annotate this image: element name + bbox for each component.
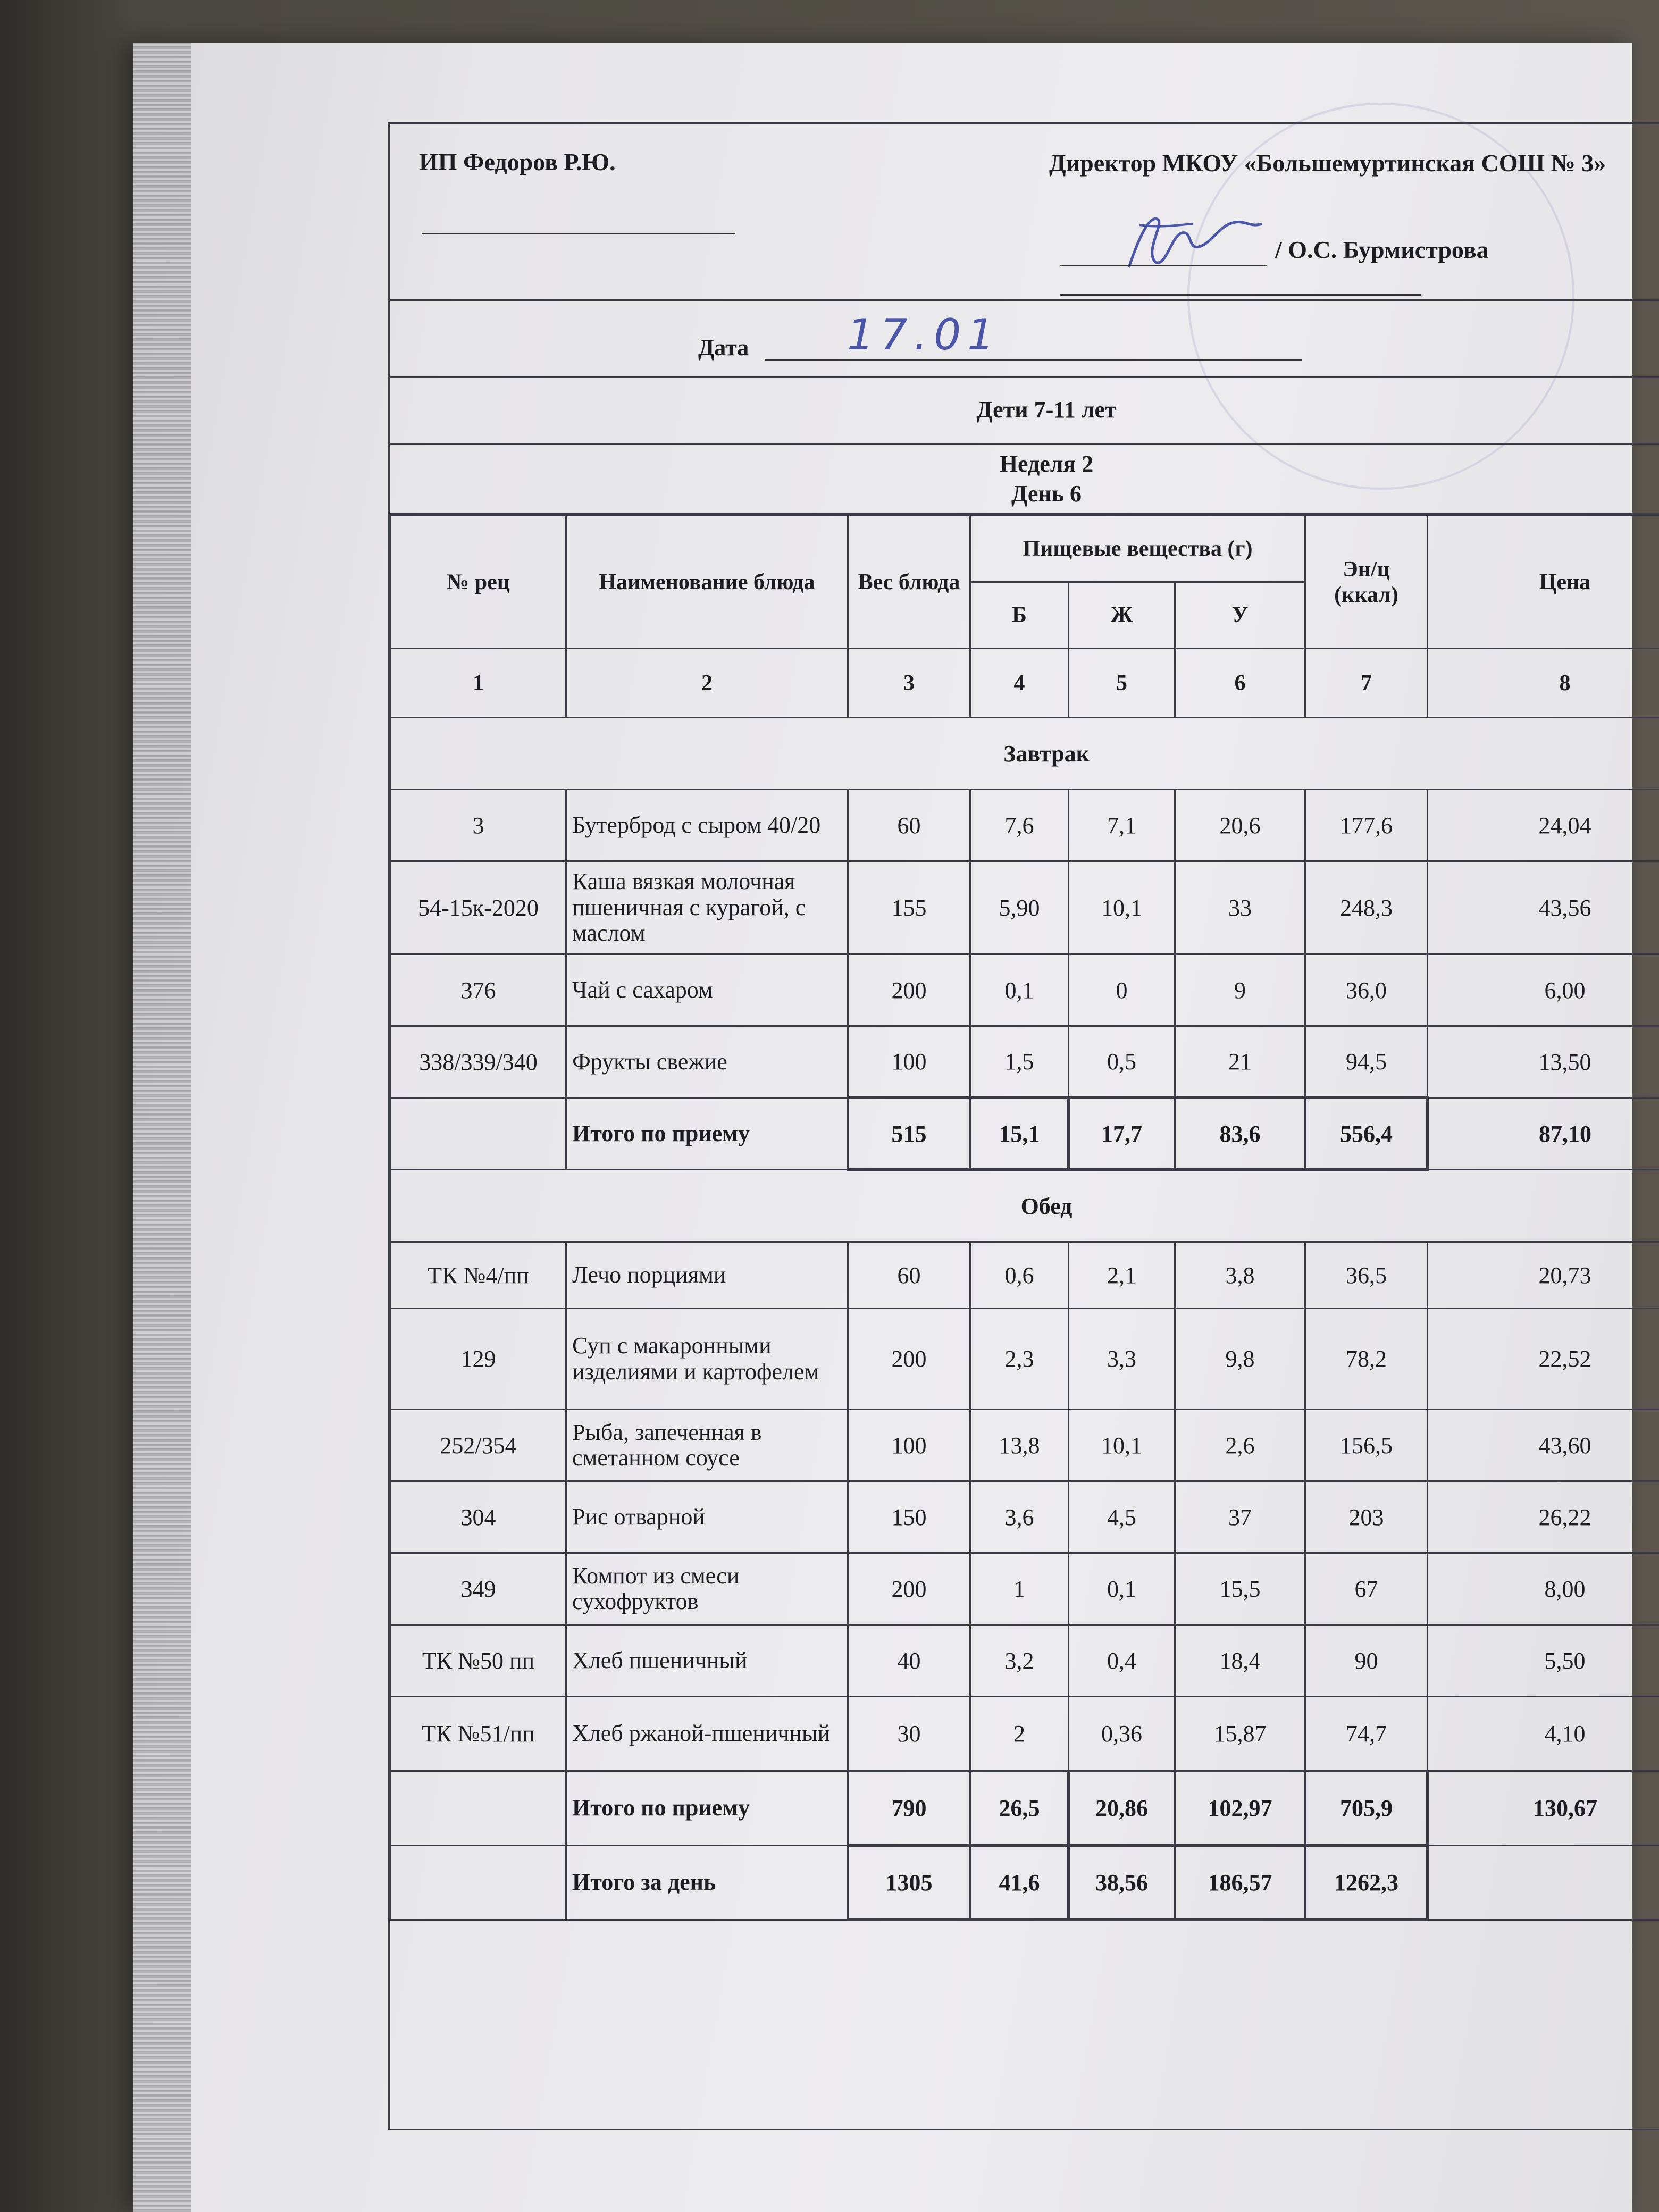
weight-cell: 200 (848, 954, 970, 1026)
carb-cell: 15,87 (1175, 1697, 1305, 1771)
approver-title: Директор МКОУ «Большемуртинская СОШ № 3» (1049, 149, 1606, 177)
price-cell: 26,22 (1428, 1481, 1659, 1553)
weight-cell: 100 (848, 1026, 970, 1098)
rec-cell: ТК №4/пп (391, 1242, 566, 1309)
protein-cell: 3,6 (970, 1481, 1069, 1553)
carb-total: 186,57 (1175, 1846, 1305, 1920)
price-cell: 6,00 (1428, 954, 1659, 1026)
protein-cell: 1,5 (970, 1026, 1069, 1098)
dish-name: Хлеб ржаной-пшеничный (566, 1697, 848, 1771)
price-cell: 22,52 (1428, 1309, 1659, 1410)
col-rec: № рец (391, 516, 566, 649)
lunch-section (391, 1170, 1659, 1242)
rec-cell: 54-15к-2020 (391, 861, 566, 954)
energy-cell: 90 (1305, 1625, 1428, 1697)
weight-cell: 40 (848, 1625, 970, 1697)
energy-cell: 156,5 (1305, 1410, 1428, 1481)
menu-document (388, 122, 1659, 2130)
carb-total: 83,6 (1175, 1098, 1305, 1170)
col-zh: Ж (1069, 582, 1175, 649)
approver-underline (1060, 294, 1421, 296)
energy-total: 556,4 (1305, 1098, 1428, 1170)
column-numbers-row (391, 649, 1659, 718)
protein-cell: 0,6 (970, 1242, 1069, 1309)
rec-cell: 129 (391, 1309, 566, 1410)
price-cell: 43,56 (1428, 861, 1659, 954)
weight-cell: 200 (848, 1553, 970, 1625)
col-number: 2 (566, 649, 848, 718)
day-total-label: Итого за день (566, 1846, 848, 1920)
fat-total: 38,56 (1069, 1846, 1175, 1920)
day-total-row (391, 1846, 1659, 1920)
rec-cell: 252/354 (391, 1410, 566, 1481)
col-nutrients: Пищевые вещества (г) (970, 516, 1305, 582)
empty-cell (391, 1771, 566, 1846)
protein-total: 15,1 (970, 1098, 1069, 1170)
energy-cell: 248,3 (1305, 861, 1428, 954)
col-number: 5 (1069, 649, 1175, 718)
energy-total: 705,9 (1305, 1771, 1428, 1846)
rec-cell: 304 (391, 1481, 566, 1553)
table-row (391, 1625, 1659, 1697)
table-row (391, 1553, 1659, 1625)
weight-total: 1305 (848, 1846, 970, 1920)
dish-name: Компот из смеси сухофруктов (566, 1553, 848, 1625)
table-row (391, 1481, 1659, 1553)
rec-cell: 376 (391, 954, 566, 1026)
paper-edge-shadow (133, 43, 191, 2212)
price-cell: 43,60 (1428, 1410, 1659, 1481)
carb-cell: 20,6 (1175, 790, 1305, 861)
dish-name: Каша вязкая молочная пшеничная с курагой, с маслом (566, 861, 848, 954)
protein-cell: 5,90 (970, 861, 1069, 954)
total-label: Итого по приему (566, 1098, 848, 1170)
col-number: 4 (970, 649, 1069, 718)
dish-name: Бутерброд с сыром 40/20 (566, 790, 848, 861)
carb-cell: 9,8 (1175, 1309, 1305, 1410)
breakfast-section (391, 718, 1659, 790)
table-row (391, 1697, 1659, 1771)
date-line (765, 359, 1302, 361)
carb-cell: 21 (1175, 1026, 1305, 1098)
energy-total: 1262,3 (1305, 1846, 1428, 1920)
price-total: 87,10 (1428, 1098, 1659, 1170)
dish-name: Фрукты свежие (566, 1026, 848, 1098)
dish-name: Рыба, запеченная в сметанном соусе (566, 1410, 848, 1481)
week-label: Неделя 2 (999, 451, 1094, 477)
col-u: У (1175, 582, 1305, 649)
energy-cell: 203 (1305, 1481, 1428, 1553)
date-value: 17.01 (847, 310, 1001, 359)
day-label: День 6 (1011, 481, 1082, 507)
breakfast-title: Завтрак (391, 718, 1659, 790)
table-row (391, 954, 1659, 1026)
carb-cell: 2,6 (1175, 1410, 1305, 1481)
col-b: Б (970, 582, 1069, 649)
price-cell: 13,50 (1428, 1026, 1659, 1098)
handwritten-signature (1108, 204, 1267, 278)
breakfast-total-row (391, 1098, 1659, 1170)
date-row (390, 299, 1659, 378)
energy-cell: 94,5 (1305, 1026, 1428, 1098)
rec-cell: ТК №50 пп (391, 1625, 566, 1697)
protein-cell: 2 (970, 1697, 1069, 1771)
fat-cell: 0,5 (1069, 1026, 1175, 1098)
carb-cell: 15,5 (1175, 1553, 1305, 1625)
fat-cell: 0 (1069, 954, 1175, 1026)
fat-cell: 0,36 (1069, 1697, 1175, 1771)
price-total: 130,67 (1428, 1771, 1659, 1846)
supplier-name: ИП Федоров Р.Ю. (419, 148, 616, 175)
energy-cell: 67 (1305, 1553, 1428, 1625)
price-cell: 20,73 (1428, 1242, 1659, 1309)
supplier-signature-line (422, 233, 735, 234)
paper-sheet (133, 43, 1632, 2212)
lunch-title: Обед (391, 1170, 1659, 1242)
weight-cell: 155 (848, 861, 970, 954)
rec-cell: 3 (391, 790, 566, 861)
protein-cell: 1 (970, 1553, 1069, 1625)
carb-cell: 33 (1175, 861, 1305, 954)
weight-cell: 30 (848, 1697, 970, 1771)
week-day (390, 443, 1659, 515)
fat-cell: 10,1 (1069, 861, 1175, 954)
protein-cell: 13,8 (970, 1410, 1069, 1481)
protein-total: 26,5 (970, 1771, 1069, 1846)
table-row (391, 1410, 1659, 1481)
weight-total: 790 (848, 1771, 970, 1846)
weight-total: 515 (848, 1098, 970, 1170)
weight-cell: 150 (848, 1481, 970, 1553)
age-group: Дети 7-11 лет (390, 376, 1659, 445)
dish-name: Суп с макаронными изделиями и картофелем (566, 1309, 848, 1410)
col-price: Цена (1428, 516, 1659, 649)
table-row (391, 1309, 1659, 1410)
total-label: Итого по приему (566, 1771, 848, 1846)
energy-cell: 177,6 (1305, 790, 1428, 861)
dish-name: Лечо порциями (566, 1242, 848, 1309)
fat-cell: 10,1 (1069, 1410, 1175, 1481)
carb-cell: 18,4 (1175, 1625, 1305, 1697)
col-name: Наименование блюда (566, 516, 848, 649)
fat-total: 20,86 (1069, 1771, 1175, 1846)
fat-total: 17,7 (1069, 1098, 1175, 1170)
col-weight: Вес блюда (848, 516, 970, 649)
price-cell: 8,00 (1428, 1553, 1659, 1625)
rec-cell: ТК №51/пп (391, 1697, 566, 1771)
col-number: 7 (1305, 649, 1428, 718)
col-number: 1 (391, 649, 566, 718)
table-row (391, 790, 1659, 861)
date-label: Дата (698, 334, 749, 361)
price-cell: 5,50 (1428, 1625, 1659, 1697)
empty-cell (391, 1846, 566, 1920)
protein-cell: 3,2 (970, 1625, 1069, 1697)
carb-cell: 3,8 (1175, 1242, 1305, 1309)
col-number: 3 (848, 649, 970, 718)
protein-total: 41,6 (970, 1846, 1069, 1920)
weight-cell: 100 (848, 1410, 970, 1481)
energy-cell: 36,5 (1305, 1242, 1428, 1309)
menu-table (390, 515, 1659, 1921)
weight-cell: 60 (848, 790, 970, 861)
weight-cell: 60 (848, 1242, 970, 1309)
protein-cell: 2,3 (970, 1309, 1069, 1410)
table-row (391, 1026, 1659, 1098)
fat-cell: 0,1 (1069, 1553, 1175, 1625)
col-energy: Эн/ц (ккал) (1305, 516, 1428, 649)
fat-cell: 7,1 (1069, 790, 1175, 861)
energy-cell: 78,2 (1305, 1309, 1428, 1410)
energy-cell: 74,7 (1305, 1697, 1428, 1771)
weight-cell: 200 (848, 1309, 970, 1410)
price-cell: 4,10 (1428, 1697, 1659, 1771)
price-cell: 24,04 (1428, 790, 1659, 861)
fat-cell: 2,1 (1069, 1242, 1175, 1309)
carb-cell: 37 (1175, 1481, 1305, 1553)
rec-cell: 338/339/340 (391, 1026, 566, 1098)
col-number: 6 (1175, 649, 1305, 718)
protein-cell: 7,6 (970, 790, 1069, 861)
table-row (391, 861, 1659, 954)
dish-name: Хлеб пшеничный (566, 1625, 848, 1697)
energy-cell: 36,0 (1305, 954, 1428, 1026)
carb-total: 102,97 (1175, 1771, 1305, 1846)
approver-name: / О.С. Бурмистрова (1275, 236, 1489, 263)
rec-cell: 349 (391, 1553, 566, 1625)
document-header (390, 124, 1659, 301)
fat-cell: 3,3 (1069, 1309, 1175, 1410)
fat-cell: 0,4 (1069, 1625, 1175, 1697)
dish-name: Чай с сахаром (566, 954, 848, 1026)
empty-cell (391, 1098, 566, 1170)
protein-cell: 0,1 (970, 954, 1069, 1026)
carb-cell: 9 (1175, 954, 1305, 1026)
approver-signature-line (1060, 265, 1267, 266)
table-row (391, 1242, 1659, 1309)
lunch-total-row (391, 1771, 1659, 1846)
price-total (1428, 1846, 1659, 1920)
dish-name: Рис отварной (566, 1481, 848, 1553)
col-number: 8 (1428, 649, 1659, 718)
fat-cell: 4,5 (1069, 1481, 1175, 1553)
